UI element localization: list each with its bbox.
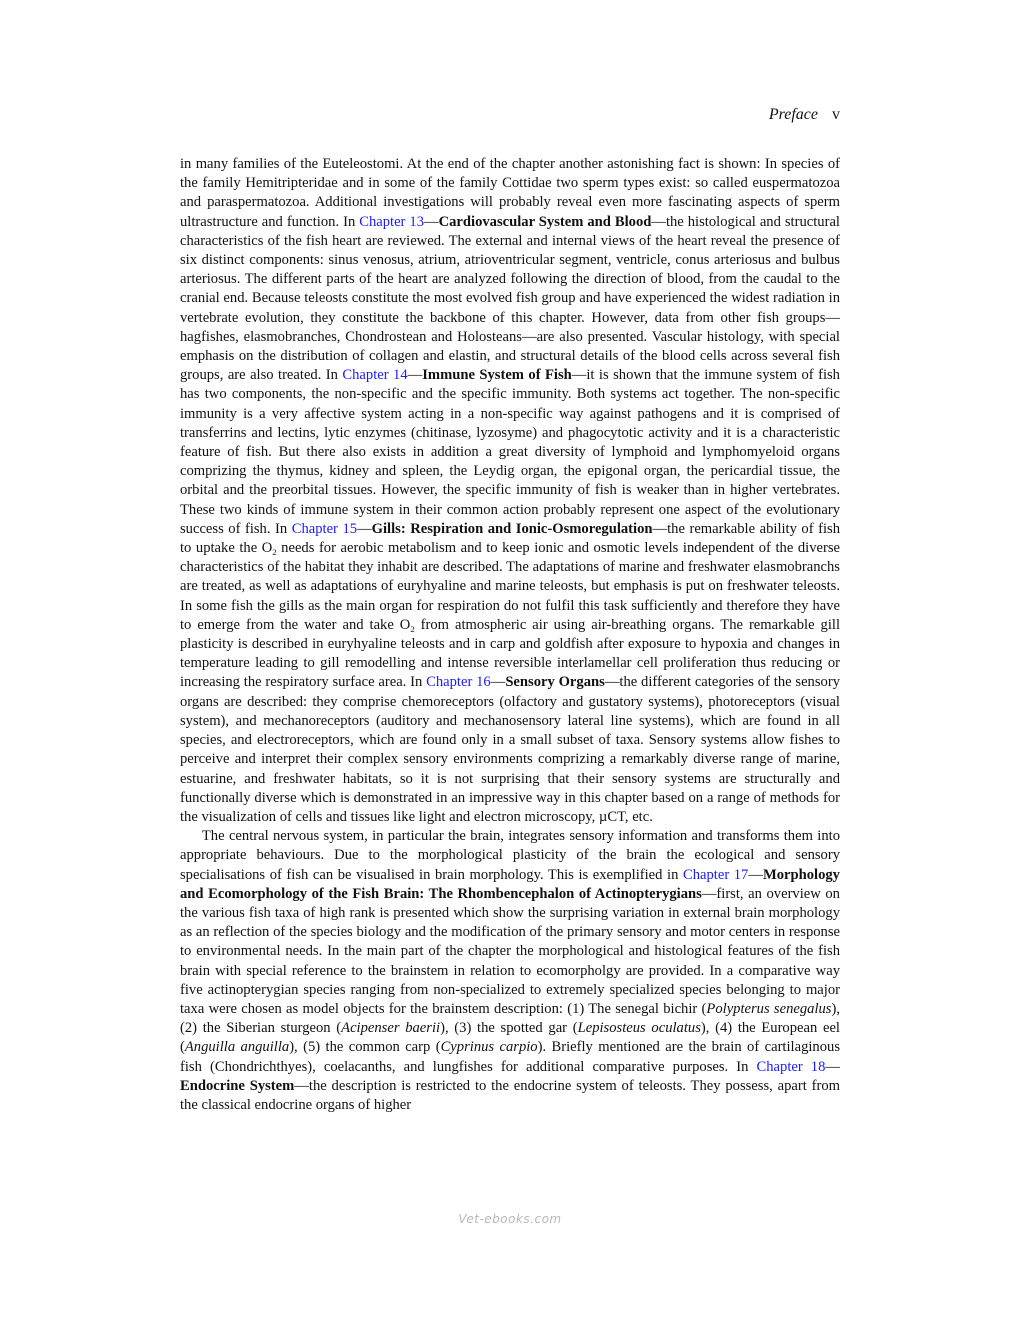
text-run: —the histological and structural characteristics of the fish heart are reviewed. The external and internal views of the heart reveal the presence of six distinct components: sinus venosus, atrium, atrioventricular segment, ventricle, conus arteriosus and bulbus arteriosus. The different parts of the heart are analyzed following the direction of blood, from the caudal to the cranial end. Because teleosts constitute the most evolved fish group and have experienced the widest radiation in vertebrate evolution, they constitute the backbone of this chapter. However, data from other fish groups—hagfishes, elasmobranches, Chondrostean and Holosteans—are also presented. Vascular histology, with special emphasis on the distribution of collagen and elastin, and structural details of the blood cells across several fish groups, are also treated. In [180, 213, 840, 384]
text-run: ), (3) the spotted gar ( [440, 1020, 578, 1037]
text-run: needs for aerobic metabolism and to keep ionic and osmotic levels independent of the diverse characteristics of the habitat they inhabit are described. The adaptations of marine and freshwater elasmobranchs are treated, as well as adaptations of euryhyaline and marine teleosts, but emphasis is put on freshwater teleosts. In some fish the gills as the main organ for respiration do not fulfil this task sufficiently and therefore they have to emerge from the water and take O [180, 540, 840, 633]
page-number: v [832, 106, 840, 123]
text-run: — [490, 674, 506, 691]
text-run: — [424, 213, 439, 230]
watermark-logo: Vet-ebooks.com [458, 1212, 562, 1226]
chapter-18-link[interactable]: Chapter 18 [756, 1058, 826, 1075]
chapter-15-title: Gills: Respiration and Ionic-Osmoregulation [371, 520, 653, 537]
text-run: from atmospheric air using air-breathing organs. The remarkable gill plasticity is described in euryhyaline teleosts and in carp and goldfish after exposure to hypoxia and changes in temperature leading to gill remodelling and intense reversible interlamellar cell proliferation thus reducing or increasing the respiratory surface area. In [180, 616, 840, 691]
chapter-18-title: Endocrine System [180, 1077, 295, 1094]
chapter-13-link[interactable]: Chapter 13 [359, 213, 424, 230]
text-run: — [748, 866, 763, 883]
text-run: The central nervous system, in particular the brain, integrates sensory information and transforms them into appropriate behaviours. Due to the morphological plasticity of the brain the ecological and sensory specialisations of fish can be visualised in brain morphology. This is exemplified in [180, 828, 840, 883]
running-header [180, 104, 840, 126]
chapter-17-link[interactable]: Chapter 17 [682, 866, 749, 883]
species-name: Cyprinus carpio [440, 1039, 538, 1056]
text-run: —the remarkable ability of fish to uptake the O [180, 520, 840, 557]
subscript: 2 [272, 547, 277, 558]
text-run: ), (5) the common carp ( [289, 1039, 441, 1056]
subscript: 2 [410, 623, 415, 634]
species-name: Acipenser baerii [341, 1020, 441, 1037]
chapter-14-title: Immune System of Fish [422, 367, 572, 384]
chapter-17-title: Morphology and Ecomorphology of the Fish Brain: The Rhombencephalon of Actinopterygians [180, 866, 840, 902]
text-run: —the different categories of the sensory organs are described: they comprise chemoreceptors (olfactory and gustatory systems), photoreceptors (visual system), and mechanoreceptors (auditory and mechanosensory lateral line systems), which are found in all species, and electroreceptors, which are found only in a small subset of taxa. Sensory systems allow fishes to perceive and interpret their complex sensory environments comprizing a remarkably diverse range of marine, estuarine, and freshwater habitats, so it is not surprising that their sensory systems are structurally and functionally diverse which is demonstrated in an impressive way in this chapter based on a range of methods for the visualization of cells and tissues like light and electron microscopy, µCT, etc. [180, 674, 840, 825]
species-name: Polypterus senegalus [706, 1000, 832, 1017]
text-run: ), (2) the Siberian sturgeon ( [180, 1000, 840, 1037]
text-run: in many families of the Euteleostomi. At the end of the chapter another astonishing fact is shown: In species of the family Hemitripteridae and in some of the family Cottidae two sperm types exist: so called euspermatozoa and paraspermatozoa. Additional investigations will probably reveal even more fascinating aspects of sperm ultrastructure and function. In [180, 156, 840, 230]
text-run: —first, an overview on the various fish taxa of high rank is presented which show the surprising variation in external brain morphology as an reflection of the species biology and the modification of the primary sensory and motor centers in response to environmental needs. In the main part of the chapter the morphological and histological features of the fish brain with special reference to the brainstem in relation to ecomorpholgy are provided. In a comparative way five actinopterygian species ranging from non-specialized to extremely specialized species belonging to major taxa were chosen as model objects for the brainstem description: (1) The senegal bichir ( [180, 885, 840, 1017]
paragraph-2 [180, 827, 840, 1115]
text-run: — [357, 520, 372, 537]
text-run: ), (4) the European eel ( [180, 1020, 840, 1056]
chapter-15-link[interactable]: Chapter 15 [291, 520, 358, 537]
chapter-14-link[interactable]: Chapter 14 [342, 367, 408, 384]
text-run: ). Briefly mentioned are the brain of cartilaginous fish (Chondrichthyes), coelacanths, and lungfishes for additional comparative purposes. In [180, 1039, 840, 1075]
text-run: —it is shown that the immune system of fish has two components, the non-specific and the specific immunity. Both systems act together. The non-specific immunity is a very affective system acting in a non-specific way against pathogens and it is comprised of transferrins and lectins, lytic enzymes (chitinase, lyzosyme) and phagocytotic activity and it is a characteristic feature of fish. But there also exists in addition a great diversity of lymphoid and lymphomyeloid organs comprizing the thymus, kidney and spleen, the Leydig organ, the epigonal organ, the pericardial tissue, the orbital and the preorbital tissues. However, the specific immunity of fish is weaker than in higher vertebrates. These two kinds of immune system in their common action probably represent one aspect of the evolutionary success of fish. In [180, 367, 840, 537]
section-title: Preface [768, 106, 818, 123]
text-run: — [407, 367, 423, 384]
text-run: —the description is restricted to the endocrine system of teleosts. They possess, apart from the classical endocrine organs of higher [180, 1077, 840, 1113]
chapter-16-link[interactable]: Chapter 16 [426, 674, 491, 691]
paragraph-1 [180, 155, 840, 827]
page-body [180, 155, 840, 1115]
chapter-16-title: Sensory Organs [505, 674, 605, 691]
text-run: — [825, 1058, 840, 1075]
chapter-13-title: Cardiovascular System and Blood [438, 213, 652, 230]
species-name: Anguilla anguilla [184, 1039, 290, 1056]
species-name: Lepisosteus oculatus [577, 1020, 701, 1037]
